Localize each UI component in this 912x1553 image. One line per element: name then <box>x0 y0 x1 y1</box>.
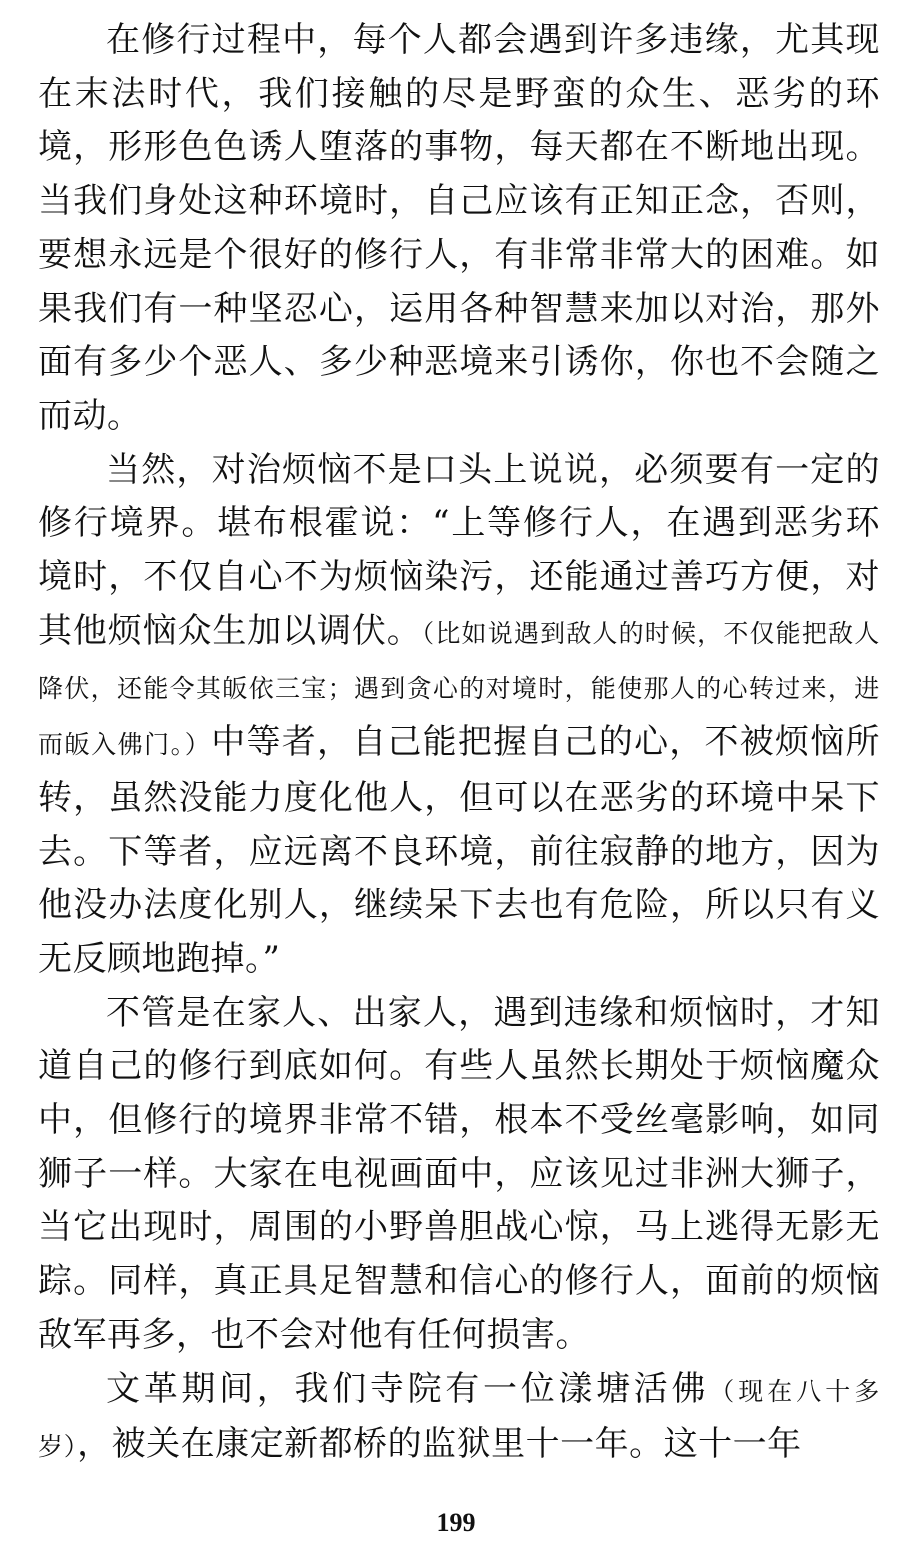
paragraph-2-text-after: 中等者，自己能把握自己的心，不被烦恼所转，虽然没能力度化他人，但可以在恶劣的环境中呆下去。下等者，应远离不良环境，前往寂静的地方，因为他没办法度化别人，继续呆下去也有危险，所以只有义无反顾地跑掉。” <box>38 722 880 979</box>
paragraph-1 <box>38 14 880 444</box>
page-number: 199 <box>436 1508 476 1537</box>
paragraph-2-text-before: 当然，对治烦恼不是口头上说说，必须要有一定的修行境界。堪布根霍说：“上等修行人，在遇到恶劣环境时，不仅自心不为烦恼染污，还能通过善巧方便，对其他烦恼众生加以调伏。 <box>38 449 880 651</box>
page-body <box>38 14 880 1474</box>
paragraph-1-text: 在修行过程中，每个人都会遇到许多违缘，尤其现在末法时代，我们接触的尽是野蛮的众生、恶劣的环境，形形色色诱人堕落的事物，每天都在不断地出现。当我们身处这种环境时，自己应该有正知正念，否则，要想永远是个很好的修行人，有非常非常大的困难。如果我们有一种坚忍心，运用各种智慧来加以对治，那外面有多少个恶人、多少种恶境来引诱你，你也不会随之而动。 <box>38 20 880 436</box>
paragraph-4-text-after: ，被关在康定新都桥的监狱里十一年。这十一年 <box>77 1424 802 1465</box>
paragraph-3-text: 不管是在家人、出家人，遇到违缘和烦恼时，才知道自己的修行到底如何。有些人虽然长期处于烦恼魔众中，但修行的境界非常不错，根本不受丝毫影响，如同狮子一样。大家在电视画面中，应该见过非洲大狮子，当它出现时，周围的小野兽胆战心惊，马上逃得无影无踪。同样，真正具足智慧和信心的修行人，面前的烦恼敌军再多，也不会对他有任何损害。 <box>38 992 880 1355</box>
paragraph-3 <box>38 987 880 1363</box>
paragraph-2-note: （比如说遇到敌人的时候，不仅能把敌人降伏，还能令其皈依三宝；遇到贪心的对境时，能使那人的心转过来，进而皈入佛门。） <box>38 618 881 760</box>
paragraph-4-note: （现在八十多岁） <box>38 1376 881 1462</box>
paragraph-4 <box>38 1363 880 1474</box>
paragraph-4-text-before: 文革期间，我们寺院有一位漾塘活佛 <box>106 1368 710 1409</box>
paragraph-2 <box>38 444 880 987</box>
